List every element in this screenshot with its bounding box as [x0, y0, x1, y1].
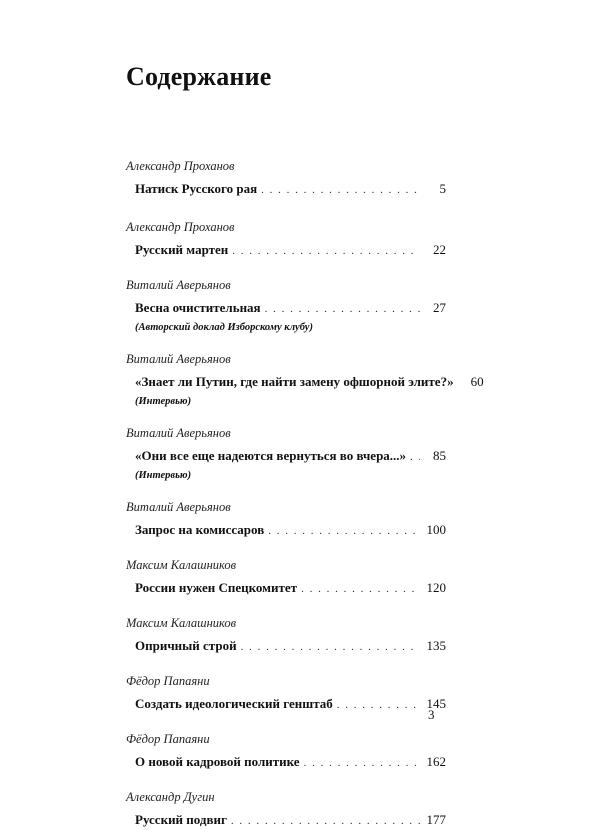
entry-author: Фёдор Папаяни: [126, 674, 210, 688]
entry-author: Виталий Аверьянов: [126, 426, 231, 440]
toc-entry: [126, 557, 446, 598]
entry-page: 145: [426, 696, 446, 711]
entry-author: Максим Калашников: [126, 616, 237, 630]
entry-author: Александр Проханов: [126, 159, 235, 173]
toc-entry: [126, 615, 446, 656]
entry-page: 5: [439, 181, 446, 196]
entry-author: Максим Калашников: [126, 558, 237, 572]
dot-leader: [304, 755, 420, 772]
toc-entry: [126, 789, 446, 830]
toc-row[interactable]: [126, 241, 446, 260]
entry-title: Создать идеологический генштаб: [135, 696, 333, 711]
entry-page: 135: [426, 638, 446, 653]
toc-entry: [126, 673, 446, 714]
toc-entry: [126, 499, 446, 540]
entry-title: Русский подвиг: [135, 812, 227, 827]
entry-title: Натиск Русского рая: [135, 181, 258, 196]
toc-entry: [126, 277, 446, 333]
entry-author: Александр Дугин: [126, 790, 215, 804]
toc-row[interactable]: [126, 811, 446, 830]
entry-title: Русский мартен: [135, 242, 229, 257]
entry-author: Александр Проханов: [126, 220, 235, 234]
entry-page: 162: [426, 754, 446, 769]
entry-author: Фёдор Папаяни: [126, 732, 210, 746]
dot-leader: [231, 813, 420, 830]
dot-leader: [301, 581, 420, 598]
dot-leader: [232, 243, 420, 260]
dot-leader: [261, 182, 420, 199]
entry-page: 100: [426, 522, 446, 537]
toc-entry: [126, 219, 446, 260]
dot-leader: [337, 697, 420, 714]
toc-row[interactable]: [126, 373, 484, 392]
toc-entry: [126, 731, 446, 772]
entry-title: Опричный строй: [135, 638, 237, 653]
toc-row[interactable]: [126, 637, 446, 656]
entry-title: России нужен Спецкомитет: [135, 580, 298, 595]
dot-leader: [241, 639, 420, 656]
toc-row[interactable]: [126, 521, 446, 540]
entry-note: (Интервью): [135, 396, 192, 407]
dot-leader: [410, 449, 420, 466]
entry-page: 22: [433, 242, 446, 257]
dot-leader: [265, 301, 420, 318]
entry-author: Виталий Аверьянов: [126, 278, 231, 292]
toc-row[interactable]: [126, 579, 446, 598]
entry-page: 27: [433, 300, 446, 315]
entry-note: (Интервью): [135, 470, 192, 481]
toc-entry: [126, 425, 446, 481]
entry-note: (Авторский доклад Изборскому клубу): [135, 322, 313, 333]
entry-page: 120: [426, 580, 446, 595]
entry-author: Виталий Аверьянов: [126, 352, 231, 366]
toc-row[interactable]: [126, 753, 446, 772]
toc-row[interactable]: [126, 447, 446, 466]
entry-page: 60: [470, 374, 484, 389]
dot-leader: [268, 523, 420, 540]
table-of-contents: [126, 158, 484, 830]
toc-row[interactable]: [126, 180, 446, 199]
entry-page: 85: [433, 448, 446, 463]
entry-author: Виталий Аверьянов: [126, 500, 231, 514]
toc-entry: [126, 158, 446, 199]
toc-row[interactable]: [126, 299, 446, 318]
entry-title: О новой кадровой политике: [135, 754, 300, 769]
entry-title: Весна очистительная: [135, 300, 261, 315]
entry-title: «Знает ли Путин, где найти замену офшорной элите?»: [135, 374, 454, 389]
entry-title: «Они все еще надеются вернуться во вчера...»: [135, 448, 407, 463]
toc-row[interactable]: [126, 695, 446, 714]
toc-entry: [126, 351, 484, 407]
entry-page: 177: [426, 812, 446, 827]
page-title: Содержание: [126, 62, 272, 91]
page-number: 3: [428, 707, 435, 722]
entry-title: Запрос на комиссаров: [135, 522, 265, 537]
